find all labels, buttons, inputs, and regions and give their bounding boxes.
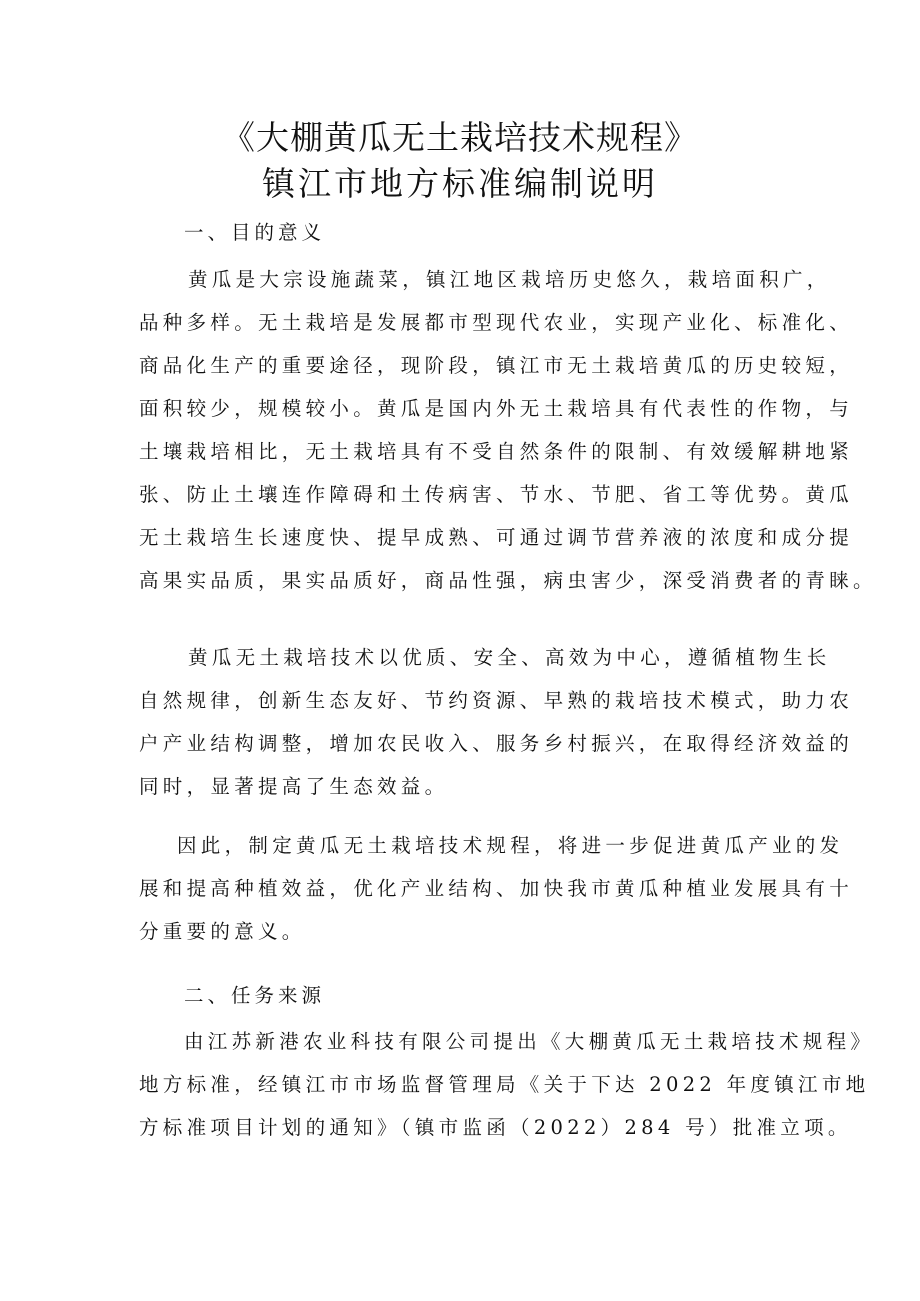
paragraph-line: 同时，显著提高了生态效益。: [139, 775, 449, 798]
paragraph-line: 无土栽培生长速度快、提早成熟、可通过调节营养液的浓度和成分提: [139, 526, 854, 549]
section2-heading: 二、任务来源: [184, 984, 326, 1007]
paragraph-line: 由江苏新港农业科技有限公司提出《大棚黄瓜无土栽培技术规程》: [184, 1030, 875, 1053]
paragraph-line: 土壤栽培相比，无土栽培具有不受自然条件的限制、有效缓解耕地紧: [139, 440, 854, 463]
paragraph-line: 黄瓜无土栽培技术以优质、安全、高效为中心，遵循植物生长: [188, 646, 831, 669]
section1-heading: 一、目的意义: [184, 221, 326, 244]
paragraph-line: 展和提高种植效益，优化产业结构、加快我市黄瓜种植业发展具有十: [139, 877, 854, 900]
paragraph-line: 张、防止土壤连作障碍和土传病害、节水、节肥、省工等优势。黄瓜: [139, 483, 854, 506]
paragraph-line: 户产业结构调整，增加农民收入、服务乡村振兴，在取得经济效益的: [139, 732, 854, 755]
paragraph-line: 方标准项目计划的通知》（镇市监函（2022）284 号）批准立项。: [139, 1116, 852, 1139]
paragraph-line: 高果实品质，果实品质好，商品性强，病虫害少，深受消费者的青睐。: [139, 569, 877, 592]
document-title-line1: 《大棚黄瓜无土栽培技术规程》: [222, 118, 698, 157]
paragraph-line: 黄瓜是大宗设施蔬菜，镇江地区栽培历史悠久，栽培面积广，: [188, 268, 831, 291]
paragraph-line: 面积较少，规模较小。黄瓜是国内外无土栽培具有代表性的作物，与: [139, 397, 854, 420]
paragraph-line: 因此，制定黄瓜无土栽培技术规程，将进一步促进黄瓜产业的发: [177, 834, 844, 857]
paragraph-line: 自然规律，创新生态友好、节约资源、早熟的栽培技术模式，助力农: [139, 689, 854, 712]
paragraph-line: 品种多样。无土栽培是发展都市型现代农业，实现产业化、标准化、: [139, 311, 854, 334]
document-title-line2: 镇江市地方标准编制说明: [262, 164, 658, 203]
paragraph-line: 商品化生产的重要途径，现阶段，镇江市无土栽培黄瓜的历史较短，: [139, 354, 854, 377]
paragraph-line: 地方标准，经镇江市市场监督管理局《关于下达 2022 年度镇江市地: [139, 1073, 870, 1096]
paragraph-line: 分重要的意义。: [139, 920, 306, 943]
